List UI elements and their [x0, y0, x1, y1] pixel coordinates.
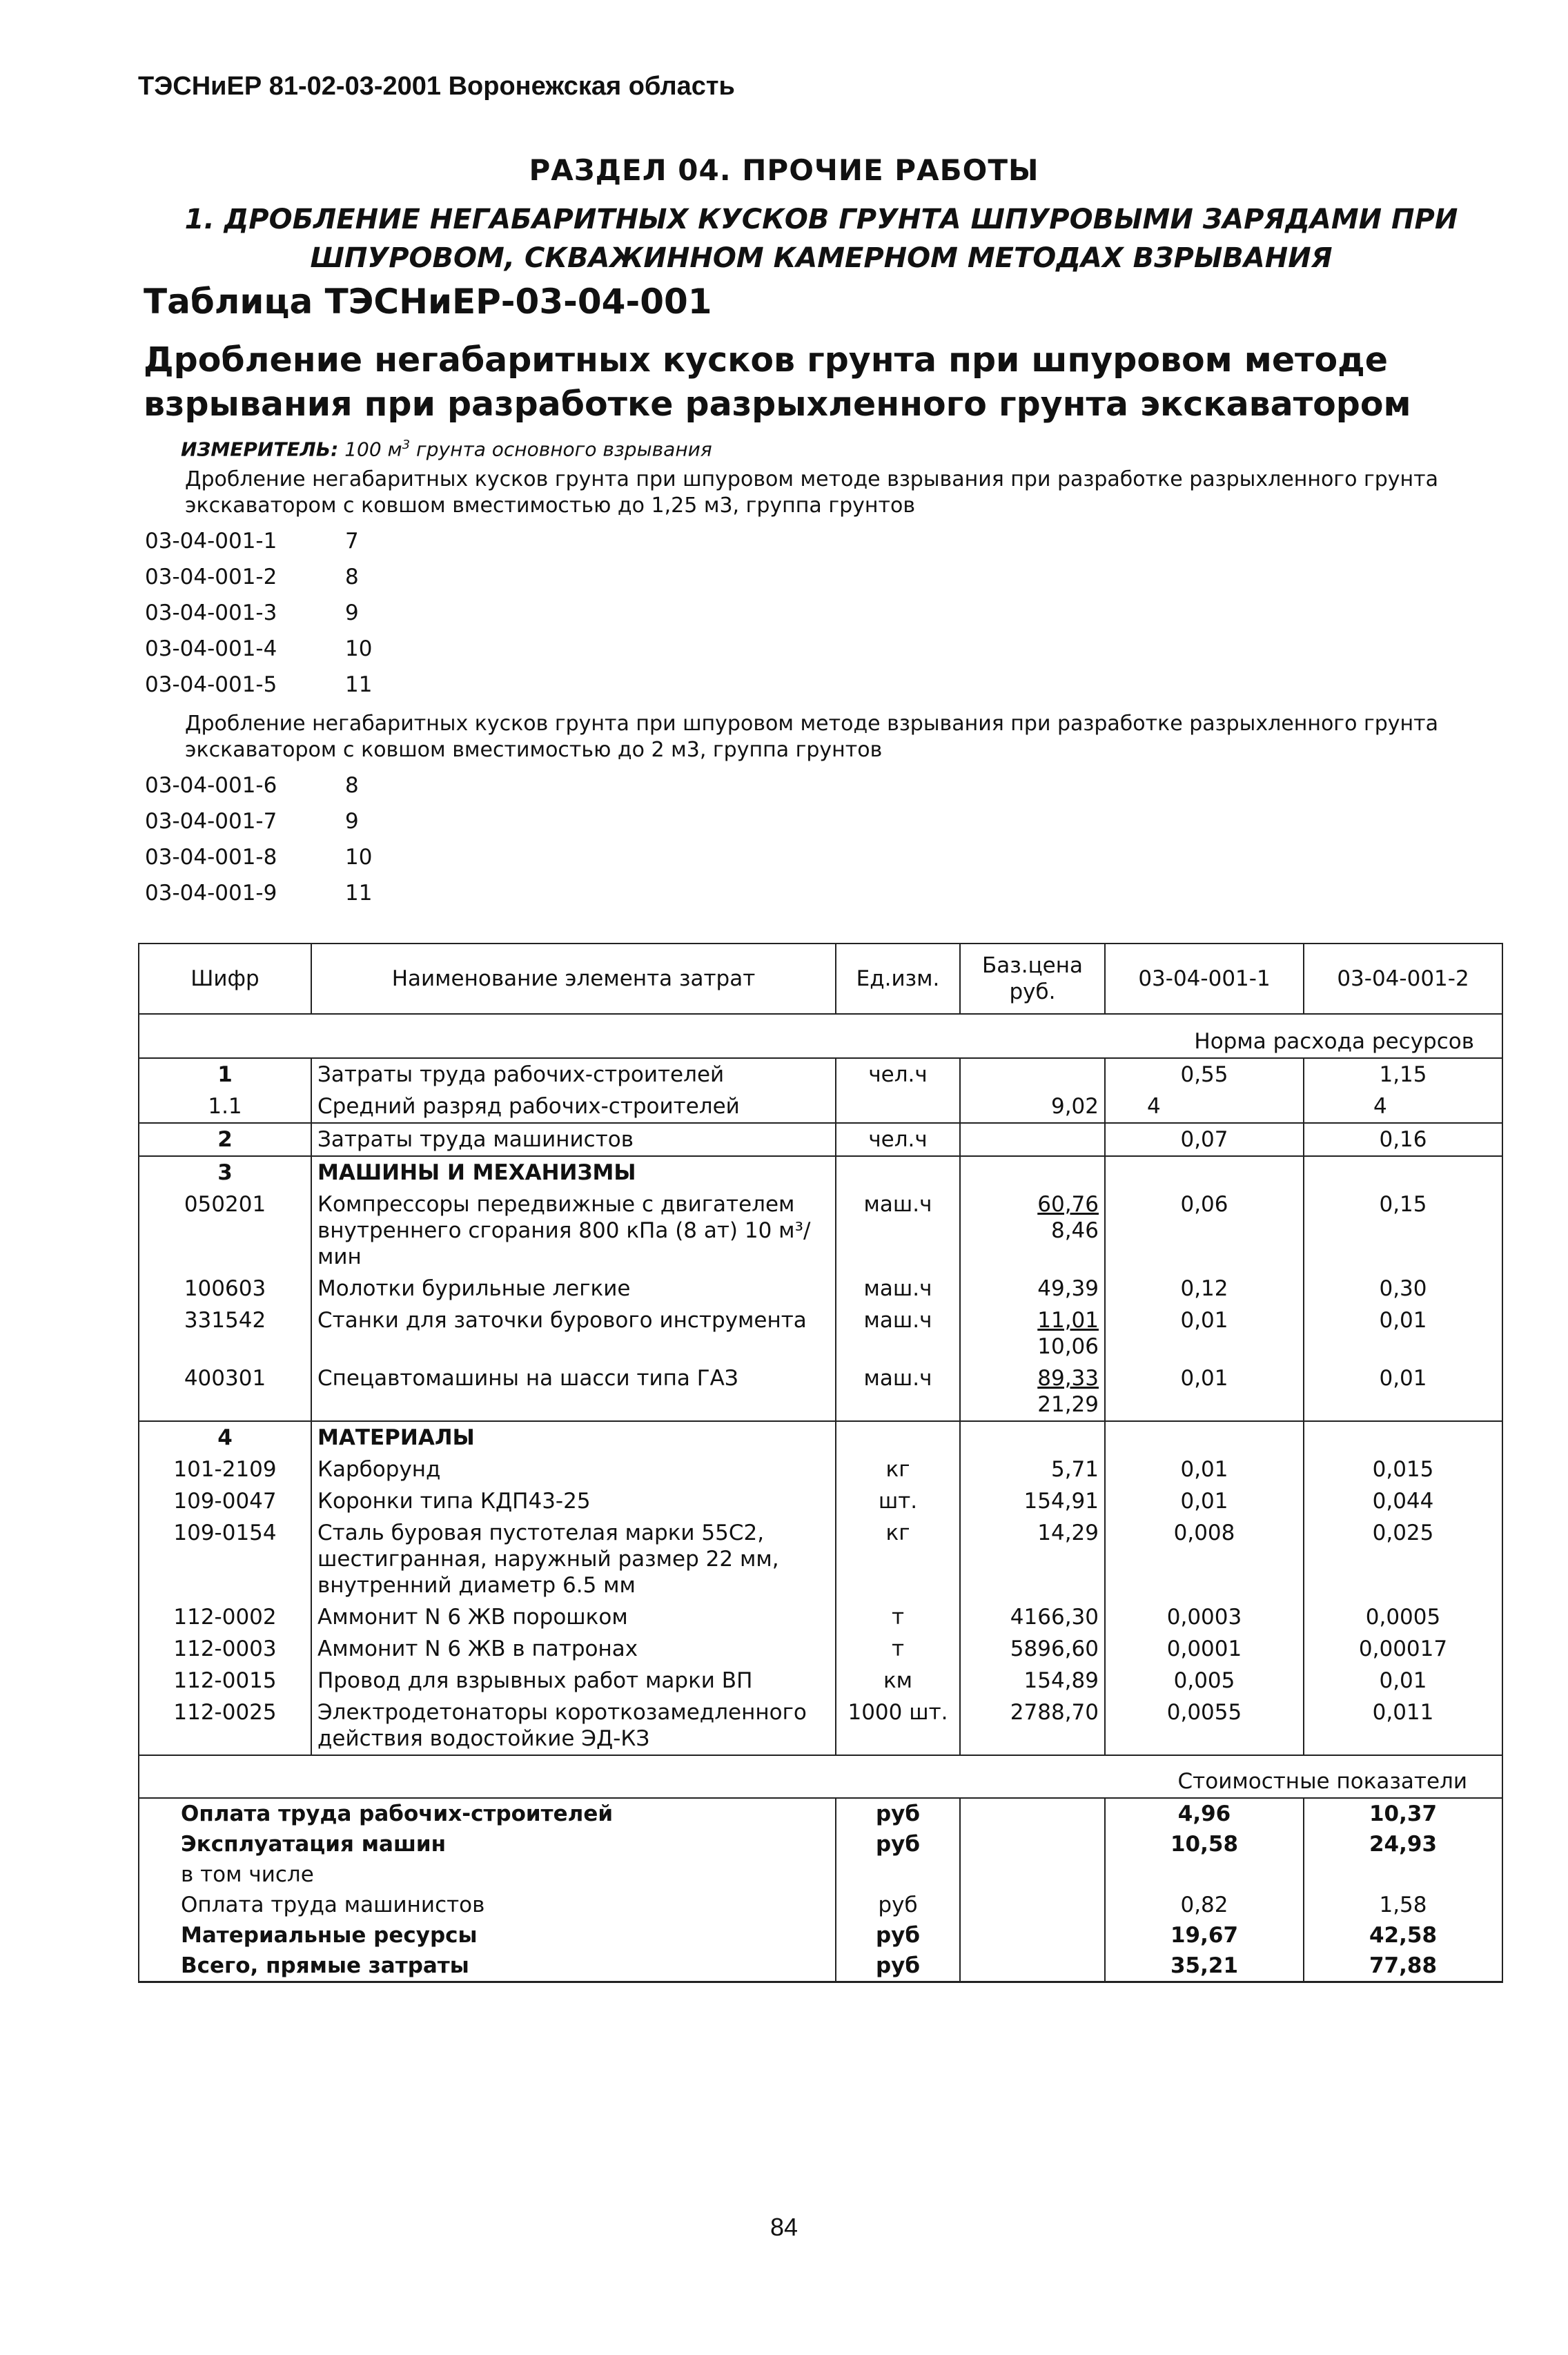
row-unit: маш.ч: [836, 1304, 960, 1362]
code-row: [145, 773, 359, 798]
row-norm-2: 0,01: [1304, 1665, 1502, 1697]
row-norm-2: 0,025: [1304, 1517, 1502, 1601]
row-norm-2: 0,044: [1304, 1485, 1502, 1517]
row-code: 112-0025: [139, 1697, 311, 1755]
row-price: 2788,70: [960, 1697, 1105, 1755]
row-norm-2: [1304, 1156, 1502, 1189]
norms-band: Норма расхода ресурсов: [139, 1014, 1502, 1058]
table-row: [139, 1362, 1502, 1421]
row-norm-1: [1105, 1421, 1304, 1454]
table-row: [139, 1123, 1502, 1156]
row-norm-1: 0,01: [1105, 1362, 1304, 1421]
row-code: 100603: [139, 1273, 311, 1304]
table-row: [139, 1633, 1502, 1665]
code-row: [145, 809, 359, 834]
row-norm-1: 0,01: [1105, 1454, 1304, 1485]
table-row: [139, 1485, 1502, 1517]
row-norm-1: [1105, 1156, 1304, 1189]
table-row: [139, 1304, 1502, 1362]
row-price: 154,89: [960, 1665, 1105, 1697]
page-number: 84: [770, 2213, 798, 2241]
row-code: 112-0002: [139, 1601, 311, 1633]
row-name: Провод для взрывных работ марки ВП: [311, 1665, 836, 1697]
row-unit: т: [836, 1601, 960, 1633]
row-price: 9,02: [960, 1091, 1105, 1123]
table-row: [139, 1058, 1502, 1091]
cost-row: [139, 1951, 1502, 1982]
row-price-labor: 10,06: [1037, 1334, 1099, 1359]
cost-value-1: 35,21: [1105, 1951, 1304, 1982]
cost-row: [139, 1890, 1502, 1920]
cost-value-1: 0,82: [1105, 1890, 1304, 1920]
cost-value-1: 10,58: [1105, 1829, 1304, 1859]
row-code: 1.1: [139, 1091, 311, 1123]
row-price: [960, 1058, 1105, 1091]
code-value: 7: [345, 529, 359, 554]
cost-price: [960, 1829, 1105, 1859]
row-name: Аммонит N 6 ЖВ в патронах: [311, 1633, 836, 1665]
measure-text: грунта основного взрывания: [410, 438, 712, 461]
row-price: 49,39: [960, 1273, 1105, 1304]
row-unit: кг: [836, 1517, 960, 1601]
code-value: 11: [345, 881, 373, 906]
cost-value-2: 10,37: [1304, 1798, 1502, 1829]
code-row: [145, 636, 373, 661]
code-value: 10: [345, 636, 373, 661]
row-price-main: 11,01: [1037, 1308, 1099, 1333]
row-price: [960, 1421, 1105, 1454]
cost-name: Материальные ресурсы: [139, 1920, 836, 1951]
code-id: 03-04-001-9: [145, 881, 277, 906]
cost-unit: руб: [836, 1920, 960, 1951]
row-name: Молотки бурильные легкие: [311, 1273, 836, 1304]
code-id: 03-04-001-8: [145, 845, 277, 870]
table-row: [139, 1421, 1502, 1454]
cost-price: [960, 1859, 1105, 1890]
row-name: МАШИНЫ И МЕХАНИЗМЫ: [311, 1156, 836, 1189]
code-id: 03-04-001-7: [145, 809, 277, 834]
row-unit: т: [836, 1633, 960, 1665]
table-row: [139, 1454, 1502, 1485]
cost-price: [960, 1951, 1105, 1982]
row-norm-1: 4: [1105, 1091, 1304, 1123]
cost-row: [139, 1829, 1502, 1859]
cost-row: [139, 1859, 1502, 1890]
row-unit: [836, 1421, 960, 1454]
row-unit: чел.ч: [836, 1123, 960, 1156]
measure-unit: [181, 438, 712, 460]
row-norm-2: 0,15: [1304, 1189, 1502, 1273]
running-title: ТЭСНиЕР 81-02-03-2001 Воронежская область: [138, 72, 735, 101]
row-name: Компрессоры передвижные с двигателем внутреннего сгорания 800 кПа (8 ат) 10 м³/мин: [311, 1189, 836, 1273]
row-unit: 1000 шт.: [836, 1697, 960, 1755]
row-price: [960, 1362, 1105, 1421]
row-unit: кг: [836, 1454, 960, 1485]
row-norm-1: 0,55: [1105, 1058, 1304, 1091]
col-header-unit: Ед.изм.: [836, 944, 960, 1014]
row-price: 14,29: [960, 1517, 1105, 1601]
table-row: [139, 1697, 1502, 1755]
row-unit: маш.ч: [836, 1189, 960, 1273]
row-unit: [836, 1091, 960, 1123]
row-norm-2: 0,01: [1304, 1304, 1502, 1362]
code-value: 9: [345, 600, 359, 625]
cost-name: Оплата труда машинистов: [139, 1890, 836, 1920]
col-header-code: Шифр: [139, 944, 311, 1014]
row-norm-2: 1,15: [1304, 1058, 1502, 1091]
cost-value-2: 77,88: [1304, 1951, 1502, 1982]
row-price: 4166,30: [960, 1601, 1105, 1633]
row-norm-1: 0,008: [1105, 1517, 1304, 1601]
cost-name: Оплата труда рабочих-строителей: [139, 1798, 836, 1829]
measure-label: ИЗМЕРИТЕЛЬ:: [181, 438, 339, 461]
row-norm-1: 0,06: [1105, 1189, 1304, 1273]
cost-price: [960, 1798, 1105, 1829]
row-code: 112-0015: [139, 1665, 311, 1697]
cost-value-2: 42,58: [1304, 1920, 1502, 1951]
cost-value-1: [1105, 1859, 1304, 1890]
code-row: [145, 672, 373, 697]
col-header-norm-1: 03-04-001-1: [1105, 944, 1304, 1014]
row-name: Сталь буровая пустотелая марки 55С2, шестигранная, наружный размер 22 мм, внутренний диаметр 6.5 мм: [311, 1517, 836, 1601]
table-row: [139, 1601, 1502, 1633]
subsection-title: 1. ДРОБЛЕНИЕ НЕГАБАРИТНЫХ КУСКОВ ГРУНТА ШПУРОВЫМИ ЗАРЯДАМИ ПРИ ШПУРОВОМ, СКВАЖИННОМ КАМЕРНОМ МЕТОДАХ ВЗРЫВАНИЯ: [184, 204, 1458, 274]
group-description: Дробление негабаритных кусков грунта при шпуровом методе взрывания при разработке разрыхленного грунта экскаватором с ковшом вместимостью до 2 м3, группа грунтов: [185, 712, 1438, 762]
code-id: 03-04-001-1: [145, 529, 277, 554]
section-title: РАЗДЕЛ 04. ПРОЧИЕ РАБОТЫ: [529, 153, 1039, 187]
cost-unit: руб: [836, 1951, 960, 1982]
table-code: Таблица ТЭСНиЕР-03-04-001: [144, 282, 712, 322]
row-norm-1: 0,07: [1105, 1123, 1304, 1156]
code-id: 03-04-001-6: [145, 773, 277, 798]
row-name: Станки для заточки бурового инструмента: [311, 1304, 836, 1362]
row-unit: км: [836, 1665, 960, 1697]
row-norm-1: 0,005: [1105, 1665, 1304, 1697]
row-price-main: 60,76: [1037, 1192, 1099, 1217]
row-code: 3: [139, 1156, 311, 1189]
code-value: 8: [345, 773, 359, 798]
row-norm-2: 0,0005: [1304, 1601, 1502, 1633]
code-row: [145, 529, 359, 554]
table-row: [139, 1156, 1502, 1189]
code-value: 9: [345, 809, 359, 834]
row-norm-1: 0,01: [1105, 1304, 1304, 1362]
row-name: Аммонит N 6 ЖВ порошком: [311, 1601, 836, 1633]
costs-band: Стоимостные показатели: [139, 1755, 1502, 1798]
row-price: 5896,60: [960, 1633, 1105, 1665]
cost-name: Эксплуатация машин: [139, 1829, 836, 1859]
cost-value-2: [1304, 1859, 1502, 1890]
row-code: 109-0154: [139, 1517, 311, 1601]
code-id: 03-04-001-4: [145, 636, 277, 661]
row-price: [960, 1304, 1105, 1362]
cost-value-1: 19,67: [1105, 1920, 1304, 1951]
row-code: 400301: [139, 1362, 311, 1421]
table-name: Дробление негабаритных кусков грунта при шпуровом методе взрывания при разработке разрыхленного грунта экскаватором: [144, 340, 1411, 424]
row-code: 050201: [139, 1189, 311, 1273]
cost-unit: [836, 1859, 960, 1890]
row-code: 4: [139, 1421, 311, 1454]
cost-value-2: 1,58: [1304, 1890, 1502, 1920]
row-unit: шт.: [836, 1485, 960, 1517]
row-norm-2: 0,011: [1304, 1697, 1502, 1755]
row-code: 1: [139, 1058, 311, 1091]
row-norm-1: 0,12: [1105, 1273, 1304, 1304]
row-unit: маш.ч: [836, 1273, 960, 1304]
row-norm-2: 0,015: [1304, 1454, 1502, 1485]
table-header-row: [139, 944, 1502, 1014]
row-code: 109-0047: [139, 1485, 311, 1517]
costs-band-row: [139, 1755, 1502, 1798]
row-norm-1: 0,0001: [1105, 1633, 1304, 1665]
cost-value-2: 24,93: [1304, 1829, 1502, 1859]
cost-unit: руб: [836, 1798, 960, 1829]
code-id: 03-04-001-2: [145, 565, 277, 589]
row-norm-2: 0,30: [1304, 1273, 1502, 1304]
code-value: 11: [345, 672, 373, 697]
table-row: [139, 1189, 1502, 1273]
row-name: Затраты труда рабочих-строителей: [311, 1058, 836, 1091]
cost-name: в том числе: [139, 1859, 836, 1890]
col-header-name: Наименование элемента затрат: [311, 944, 836, 1014]
code-row: [145, 881, 373, 906]
row-norm-1: 0,0003: [1105, 1601, 1304, 1633]
row-price: 154,91: [960, 1485, 1105, 1517]
col-header-price: Баз.цена руб.: [960, 944, 1105, 1014]
norms-band-row: [139, 1014, 1502, 1058]
code-value: 8: [345, 565, 359, 589]
row-name: Коронки типа КДП43-25: [311, 1485, 836, 1517]
cost-price: [960, 1890, 1105, 1920]
code-id: 03-04-001-5: [145, 672, 277, 697]
row-norm-2: 0,16: [1304, 1123, 1502, 1156]
row-name: Карборунд: [311, 1454, 836, 1485]
row-price: [960, 1123, 1105, 1156]
table-row: [139, 1665, 1502, 1697]
row-name: Средний разряд рабочих-строителей: [311, 1091, 836, 1123]
code-id: 03-04-001-3: [145, 600, 277, 625]
table-row: [139, 1517, 1502, 1601]
resource-table: [138, 943, 1503, 1983]
row-price: [960, 1156, 1105, 1189]
cost-unit: руб: [836, 1829, 960, 1859]
row-unit: чел.ч: [836, 1058, 960, 1091]
row-norm-2: 0,01: [1304, 1362, 1502, 1421]
row-code: 101-2109: [139, 1454, 311, 1485]
measure-value: 100 м: [344, 438, 402, 461]
row-price: 5,71: [960, 1454, 1105, 1485]
table-row: [139, 1273, 1502, 1304]
row-norm-2: 4: [1304, 1091, 1502, 1123]
row-name: Спецавтомашины на шасси типа ГАЗ: [311, 1362, 836, 1421]
row-unit: [836, 1156, 960, 1189]
code-row: [145, 565, 359, 589]
cost-row: [139, 1798, 1502, 1829]
cost-unit: руб: [836, 1890, 960, 1920]
row-name: МАТЕРИАЛЫ: [311, 1421, 836, 1454]
measure-sup: 3: [402, 438, 411, 452]
row-price-labor: 8,46: [1050, 1218, 1099, 1243]
col-header-norm-2: 03-04-001-2: [1304, 944, 1502, 1014]
row-norm-1: 0,01: [1105, 1485, 1304, 1517]
row-norm-2: [1304, 1421, 1502, 1454]
code-value: 10: [345, 845, 373, 870]
row-code: 112-0003: [139, 1633, 311, 1665]
row-price-labor: 21,29: [1037, 1392, 1099, 1417]
code-row: [145, 600, 359, 625]
row-price-main: 89,33: [1037, 1366, 1099, 1391]
row-code: 331542: [139, 1304, 311, 1362]
cost-value-1: 4,96: [1105, 1798, 1304, 1829]
row-name: Электродетонаторы короткозамедленного действия водостойкие ЭД-КЗ: [311, 1697, 836, 1755]
row-norm-2: 0,00017: [1304, 1633, 1502, 1665]
code-row: [145, 845, 373, 870]
table-row: [139, 1091, 1502, 1123]
group-description: Дробление негабаритных кусков грунта при шпуровом методе взрывания при разработке разрыхленного грунта экскаватором с ковшом вместимостью до 1,25 м3, группа грунтов: [185, 467, 1438, 518]
cost-price: [960, 1920, 1105, 1951]
row-unit: маш.ч: [836, 1362, 960, 1421]
row-norm-1: 0,0055: [1105, 1697, 1304, 1755]
cost-name: Всего, прямые затраты: [139, 1951, 836, 1982]
cost-row: [139, 1920, 1502, 1951]
row-code: 2: [139, 1123, 311, 1156]
row-price: [960, 1189, 1105, 1273]
row-name: Затраты труда машинистов: [311, 1123, 836, 1156]
